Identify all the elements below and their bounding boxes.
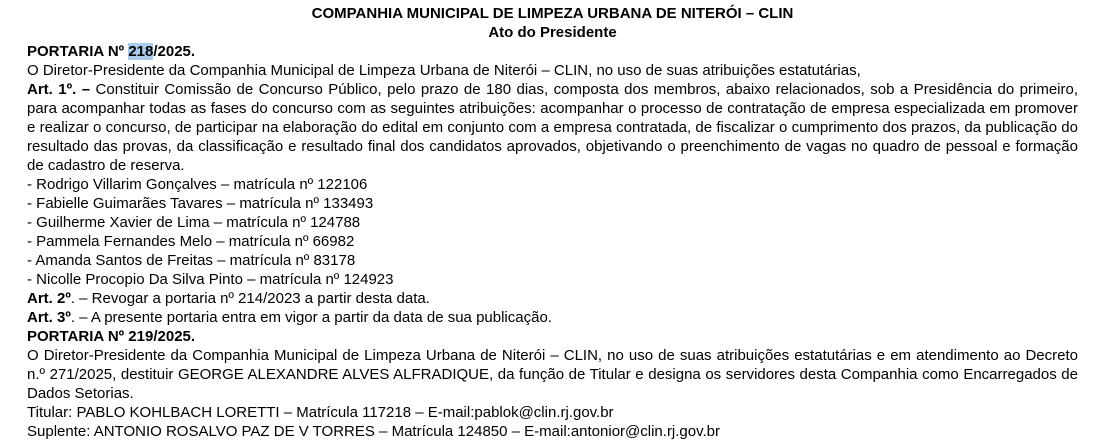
portaria-219-body-paragraph: O Diretor-Presidente da Companhia Municipal de Limpeza Urbana de Niterói – CLIN, no uso de suas atribuições estatutárias e em atendimento ao Decreto n.º 271/2025, destituir GEORGE ALEXANDRE ALVES ALFRADIQUE, da função de Titular e designa os servidores desta Companhia como Encarregados de Dados Setorias. <box>27 347 1078 402</box>
portaria-218-heading-prefix: PORTARIA Nº <box>27 43 129 60</box>
commission-members-list <box>27 175 1078 289</box>
art2-label: Art. 2º <box>27 290 71 307</box>
portaria-218-intro-paragraph: O Diretor-Presidente da Companhia Municipal de Limpeza Urbana de Niterói – CLIN, no uso de suas atribuições estatutárias, <box>27 62 861 79</box>
portaria-218-heading-suffix: /2025. <box>153 43 196 60</box>
art3-label: Art. 3º <box>27 309 71 326</box>
member-line: - Rodrigo Villarim Gonçalves – matrícula nº 122106 <box>27 176 368 193</box>
portaria-218-art1-paragraph <box>27 80 1078 175</box>
art2-text: . – Revogar a portaria nº 214/2023 a partir desta data. <box>70 290 430 307</box>
member-line: - Nicolle Procopio Da Silva Pinto – matrícula nº 124923 <box>27 271 394 288</box>
document-subtitle: Ato do Presidente <box>488 24 617 41</box>
titular-line: Titular: PABLO KOHLBACH LORETTI – Matrícula 117218 – E-mail:pablok@clin.rj.gov.br <box>27 404 614 421</box>
member-line: - Fabielle Guimarães Tavares – matrícula nº 133493 <box>27 195 374 212</box>
portaria-218-number-selection-highlight: 218 <box>128 43 154 60</box>
art1-label: Art. 1º. – <box>27 81 91 98</box>
portaria-219-heading: PORTARIA Nº 219/2025. <box>27 328 196 345</box>
portaria-218-art3-paragraph <box>27 308 1078 327</box>
suplente-line: Suplente: ANTONIO ROSALVO PAZ DE V TORRES – Matrícula 124850 – E-mail:antonior@clin.rj.gov.br <box>27 423 721 440</box>
portaria-218-art2-paragraph <box>27 289 1078 308</box>
member-line: - Guilherme Xavier de Lima – matrícula nº 124788 <box>27 214 361 231</box>
document-title: COMPANHIA MUNICIPAL DE LIMPEZA URBANA DE NITERÓI – CLIN <box>311 5 794 22</box>
member-line: - Amanda Santos de Freitas – matrícula nº 83178 <box>27 252 356 269</box>
member-line: - Pammela Fernandes Melo – matrícula nº 66982 <box>27 233 355 250</box>
art1-text: Constituir Comissão de Concurso Público, pelo prazo de 180 dias, composta dos membros, abaixo relacionados, sob a Presidência do primeiro, para acompanhar todas as fases do concurso com as seguintes atribuições: acompanhar o processo de contratação de empresa especializada em promover e realizar o concurso, de participar na elaboração do edital em conjunto com a empresa contratada, de fiscalizar o cumprimento dos prazos, da publicação do resultado das provas, da classificação e resultado final dos candidatos aprovados, objetivando o preenchimento de vagas no quadro de pessoal e formação de cadastro de reserva. <box>27 81 1078 174</box>
art3-text: . – A presente portaria entra em vigor a partir da data de sua publicação. <box>70 309 552 326</box>
portaria-218-heading <box>27 42 1078 61</box>
